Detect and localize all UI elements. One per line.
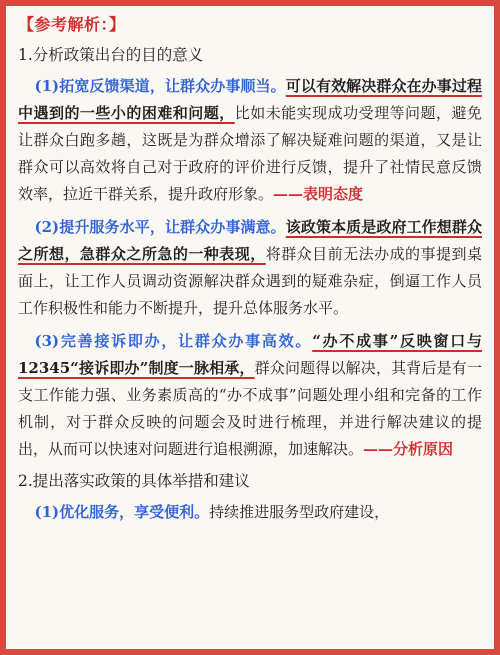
item-1-underlined: 可以有效解决群众在办事过程中遇到的一些小的困难和问题， <box>18 77 482 122</box>
item-2-underlined: 该政策本质是政府工作想群众之所想，急群众之所急的一种表现， <box>18 218 482 263</box>
item-1-lead: (1)拓宽反馈渠道，让群众办事顺当。 <box>34 77 286 95</box>
section-1-item-2 <box>18 214 482 322</box>
item-2-lead: (2)提升服务水平，让群众办事满意。 <box>34 218 286 236</box>
item-3-tag: ——分析原因 <box>363 440 454 458</box>
item-2-body: 将群众目前无法办成的事提到桌面上，让工作人员调动资源解决群众遇到的疑难杂症，倒逼工作人员工作积极性和能力不断提升，提升总体服务水平。 <box>18 245 482 317</box>
section-2-item-1-lead: (1)优化服务，享受便利。 <box>34 503 210 521</box>
item-1-body: 比如未能实现成功受理等问题，避免让群众白跑多趟，这既是为群众增添了解决疑难问题的渠道，又是让群众可以高效将自己对于政府的评价进行反馈，提升了社情民意反馈效率，拉近干群关系，提升政府形象。 <box>18 104 482 203</box>
item-3-lead: (3)完善接诉即办，让群众办事高效。 <box>34 332 313 350</box>
section-1-title: 1.分析政策出台的目的意义 <box>18 46 204 64</box>
item-3-body: 群众问题得以解决，其背后是有一支工作能力强、业务素质高的“办不成事”问题处理小组和完备的工作机制，对于群众反映的问题会及时进行梳理，并进行解决建议的提出，从而可以快速对问题进行追根溯源，加速解决。 <box>18 359 482 458</box>
item-1-tag: ——表明态度 <box>273 185 364 203</box>
analysis-header: 【参考解析：】 <box>18 15 126 34</box>
section-2-item-1 <box>18 499 482 526</box>
document-body <box>18 12 482 532</box>
item-3-underlined: “办不成事”反映窗口与12345“接诉即办”制度一脉相承， <box>18 332 482 377</box>
section-2-item-1-body: 持续推进服务型政府建设， <box>209 503 390 521</box>
section-2-title: 2.提出落实政策的具体举措和建议 <box>18 472 250 490</box>
section-1-item-1 <box>18 73 482 208</box>
section-1-item-3 <box>18 328 482 463</box>
